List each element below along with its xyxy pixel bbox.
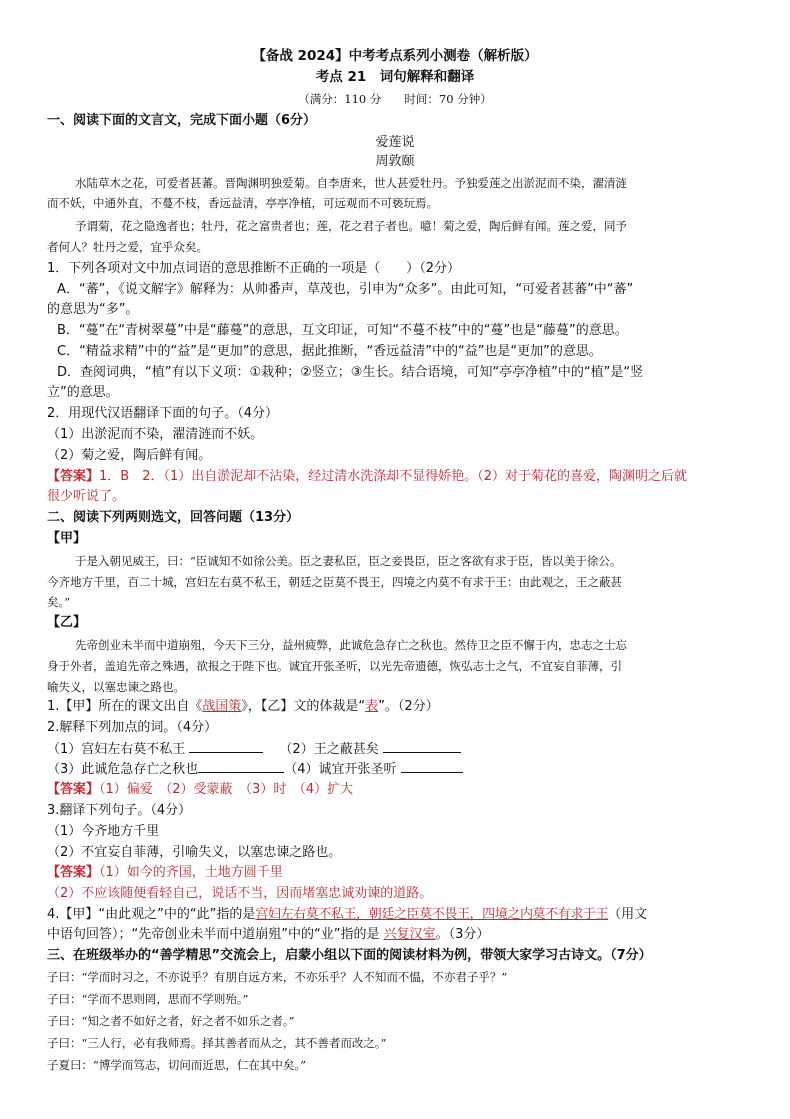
q3-item: （2）不宜妄自菲薄，引喻失义，以塞忠谏之路也。 <box>47 845 342 860</box>
passage-line: 予谓菊，花之隐逸者也；牡丹，花之富贵者也；莲，花之君子者也。噫！菊之爱，陶后鲜有闻。莲之爱，同予 <box>75 219 627 233</box>
q4-text: 。（3分） <box>435 927 490 942</box>
option-a-cont: 的意思为“多”。 <box>47 302 139 317</box>
yi-line: 喻失义，以塞忠谏之路也。 <box>47 680 185 694</box>
option-d-cont: 立”的意思。 <box>47 385 119 400</box>
s2-question-1 <box>47 698 439 716</box>
option-d: D．查阅词典，“植”有以下义项：①栽种；②竖立；③生长。结合语境，可知“亭亭净植”中的“植”是“竖 <box>57 365 644 380</box>
option-b: B．“蔓”在“青树翠蔓”中是“藤蔓”的意思，互文印证，可知“不蔓不枝”中的“蔓”也是“藤蔓”的意思。 <box>57 323 628 338</box>
q2-answer <box>47 781 353 799</box>
answer-text: 1．B 2．（1）出自淤泥却不沾染，经过清水洗涤却不显得娇艳。（2）对于菊花的喜爱，陶渊明之后就 <box>99 469 688 484</box>
quote-line: 子曰：“知之者不如好之者，好之者不如乐之者。” <box>47 1014 295 1028</box>
option-c: C．“精益求精”中的“益”是“更加”的意思，据此推断，“香远益清”中的“益”也是“更加”的意思。 <box>57 344 602 359</box>
jia-line: 矣。” <box>47 595 71 609</box>
q2-item: （1）宫妇左右莫不私王 <box>47 742 186 757</box>
passage-title: 爱莲说 <box>375 135 415 150</box>
answer-blank[interactable] <box>189 740 263 753</box>
yi-tag: 【乙】 <box>47 615 87 630</box>
answer-text: （1）偏爱 （2）受蒙蔽 （3）时 （4）扩大 <box>99 782 354 797</box>
q2-item: （3）此诚危急存亡之秋也 <box>47 762 199 777</box>
s2-question-4-cont <box>47 926 489 944</box>
q4-text: （用文 <box>608 907 648 922</box>
q2-row <box>47 760 463 779</box>
answer-blank[interactable] <box>198 760 284 773</box>
yi-line: 先帝创业未半而中道崩殂，今天下三分，益州疲弊，此诚危急存亡之秋也。然侍卫之臣不懈于内，忠志之士忘 <box>75 638 627 652</box>
quote-line: 子曰：“三人行，必有我师焉。择其善者而从之，其不善者而改之。” <box>47 1036 387 1050</box>
q2-row <box>47 740 461 759</box>
q4-text: 中语句回答）；“先帝创业未半而中道崩殂”中的“业”指的是 <box>47 927 380 942</box>
page-subtitle: 考点 21 词句解释和翻译 <box>315 69 475 85</box>
passage-line: 者何人？牡丹之爱，宜乎众矣。 <box>47 240 208 254</box>
q2-item: （1）出淤泥而不染，濯清涟而不妖。 <box>47 427 264 442</box>
q3-item: （1）今齐地方千里 <box>47 824 160 839</box>
q2-item: （4）诚宜开张圣听 <box>284 762 397 777</box>
jia-line: 于是入朝见威王，曰：“臣诚知不如徐公美。臣之妻私臣，臣之妾畏臣，臣之客欲有求于臣，皆以美于徐公。 <box>75 554 622 568</box>
passage-author: 周敦颐 <box>375 154 415 169</box>
q2-item: （2）菊之爱，陶后鲜有闻。 <box>47 448 212 463</box>
answer-text: （1）如今的齐国，土地方圆千里 <box>99 865 283 880</box>
s2-question-2: 2.解释下列加点的词。（4分） <box>47 720 218 735</box>
s2-question-4 <box>47 906 647 924</box>
s2-question-3: 3.翻译下列句子。（4分） <box>47 803 192 818</box>
q1-text: 》，【乙】文的体裁是“ <box>241 699 366 714</box>
q3-answer-cont: （2）不应该随便看轻自己，说话不当，因而堵塞忠诚劝谏的道路。 <box>47 886 433 901</box>
quote-line: 子曰：“学而不思则罔，思而不学则殆。” <box>47 992 249 1006</box>
section1-heading: 一、阅读下面的文言文，完成下面小题（6分） <box>47 113 317 128</box>
yi-line: 身于外者，盖追先帝之殊遇，欲报之于陛下也。诚宜开张圣听，以光先帝遗德，恢弘志士之气，不宜妄自菲薄，引 <box>47 659 622 673</box>
quote-line: 子曰：“学而时习之，不亦说乎？有朋自远方来，不亦乐乎？人不知而不愠，不亦君子乎？” <box>47 970 508 984</box>
q1-text: 1.【甲】所在的课文出自《 <box>47 699 203 714</box>
passage-line: 水陆草木之花，可爱者甚蕃。晋陶渊明独爱菊。自李唐来，世人甚爱牡丹。予独爱莲之出淤泥而不染，濯清涟 <box>75 176 627 190</box>
exam-meta: （满分：110 分 时间：70 分钟） <box>298 92 492 106</box>
answer-zhanguoce: 战国策 <box>202 699 242 714</box>
answer-blank[interactable] <box>401 760 463 773</box>
answer-biao: 表 <box>365 699 379 714</box>
passage-line: 而不妖，中通外直，不蔓不枝，香远益清，亭亭净植，可远观而不可亵玩焉。 <box>47 196 438 210</box>
section2-heading: 二、阅读下列两则选文，回答问题（13分） <box>47 510 300 525</box>
jia-tag: 【甲】 <box>47 531 87 546</box>
q4-text: 4.【甲】“由此观之”中的“此”指的是 <box>47 907 256 922</box>
q2-item: （2）王之蔽甚矣 <box>279 742 379 757</box>
answer-line-cont: 很少听说了。 <box>47 489 126 504</box>
option-a: A．“蕃”，《说文解字》解释为：从帅番声，草茂也，引申为“众多”。由此可知，“可爱者甚蕃”中“蕃” <box>57 282 634 297</box>
answer-tag: 【答案】 <box>47 469 100 484</box>
answer-tag: 【答案】 <box>47 865 100 880</box>
jia-line: 今齐地方千里，百二十城，宫妇左右莫不私王，朝廷之臣莫不畏王，四境之内莫不有求于王：由此观之，王之蔽甚 <box>47 575 622 589</box>
section3-heading: 三、在班级举办的“善学精思”交流会上，启蒙小组以下面的阅读材料为例，带领大家学习古诗文。（7分） <box>47 948 652 963</box>
page-title: 【备战 2024】中考考点系列小测卷（解析版） <box>252 48 538 64</box>
answer-line <box>47 468 687 486</box>
question-2: 2．用现代汉语翻译下面的句子。（4分） <box>47 406 279 421</box>
answer-tag: 【答案】 <box>47 782 100 797</box>
question-1: 1．下列各项对文中加点词语的意思推断不正确的一项是（ ）（2分） <box>47 261 461 276</box>
q3-answer <box>47 864 283 882</box>
answer-blank[interactable] <box>383 740 461 753</box>
quote-line: 子夏曰：“博学而笃志，切问而近思，仁在其中矣。” <box>47 1058 307 1072</box>
answer-ci: 宫妇左右莫不私王，朝廷之臣莫不畏王，四境之内莫不有求于王 <box>255 907 609 922</box>
q1-text: ”。（2分） <box>378 699 439 714</box>
answer-ye: 兴复汉室 <box>383 927 436 942</box>
